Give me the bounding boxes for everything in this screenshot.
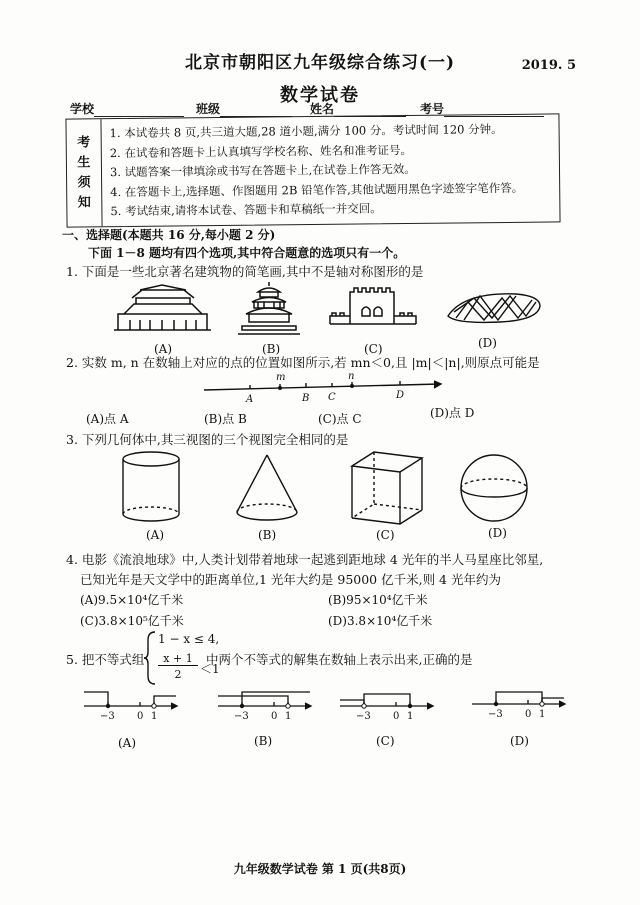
- notice-item: 3. 试题答案一律填涂或书写在答题卡上,在试卷上作答无效。: [109, 161, 416, 180]
- q5-number-line-b: [214, 686, 314, 722]
- svg-text:0: 0: [271, 711, 278, 722]
- exam-title: 北京市朝阳区九年级综合练习(一): [184, 53, 456, 73]
- q5-brace: [142, 630, 158, 686]
- q5-prefix: 5. 把不等式组: [66, 652, 145, 667]
- q2-option-b: (B)点 B: [204, 412, 247, 426]
- q4-stem-line2: 已知光年是天文学中的距离单位,1 光年大约是 95000 亿千米,则 4 光年约为: [80, 572, 501, 587]
- exam-notice-box: [65, 113, 560, 227]
- q4-stem-line1: 4. 电影《流浪地球》中,人类计划带着地球一起逃到距地球 4 光年的半人马星座比邻星,: [66, 552, 544, 567]
- svg-text:1: 1: [285, 711, 292, 722]
- sphere-drawing: [456, 450, 532, 526]
- svg-text:−3: −3: [100, 711, 115, 722]
- cone-drawing: [232, 452, 302, 524]
- q2-option-d: (D)点 D: [430, 406, 475, 420]
- q1-option-b: (B): [262, 342, 281, 356]
- school-field: [70, 100, 184, 117]
- q4-option-c: (C)3.8×10⁵亿千米: [80, 614, 184, 628]
- svg-text:0: 0: [393, 711, 400, 722]
- svg-text:1: 1: [539, 709, 546, 720]
- triangular-prism-drawing: [344, 448, 430, 526]
- svg-text:−3: −3: [488, 709, 503, 720]
- great-wall-drawing: [328, 286, 418, 330]
- q5-option-c: (C): [376, 734, 395, 748]
- q2-number-line: [200, 371, 450, 406]
- q2-option-a: (A)点 A: [86, 412, 129, 426]
- q5-option-d: (D): [510, 734, 529, 748]
- notice-label: 考 生 须 知: [66, 119, 102, 226]
- q2-label-c: C: [328, 392, 336, 403]
- cylinder-drawing: [116, 450, 186, 524]
- section-title: 一、选择题(本题共 16 分,每小题 2 分): [62, 228, 276, 242]
- svg-text:0: 0: [525, 709, 532, 720]
- q4-option-d: (D)3.8×10⁴亿千米: [328, 614, 433, 628]
- exam-number-label: 考号: [420, 102, 445, 116]
- q3-option-c: (C): [376, 528, 395, 542]
- q1-stem: 1. 下面是一些北京著名建筑物的简笔画,其中不是轴对称图形的是: [66, 264, 424, 279]
- q2-label-a: A: [246, 394, 254, 405]
- q5-option-b: (B): [254, 734, 273, 748]
- q5-fraction-relation: ＜1: [200, 662, 220, 676]
- q2-label-m: m: [276, 372, 286, 383]
- birds-nest-stadium-drawing: [444, 288, 544, 328]
- q5-fraction-denominator: 2: [174, 668, 182, 681]
- notice-item: 4. 在答题卡上,选择题、作图题用 2B 铅笔作答,其他试题用黑色字迹签字笔作答。: [110, 180, 524, 199]
- class-field: [196, 100, 292, 117]
- svg-text:0: 0: [137, 711, 144, 722]
- q5-number-line-a: [80, 686, 180, 722]
- q1-option-a: (A): [154, 342, 173, 356]
- q1-option-c: (C): [364, 342, 383, 356]
- q5-inequality-1: 1 − x ≤ 4,: [158, 632, 220, 646]
- svg-text:1: 1: [151, 711, 158, 722]
- exam-subtitle: 数学试卷: [280, 85, 360, 106]
- q4-option-b: (B)95×10⁴亿千米: [328, 593, 428, 607]
- name-label: 姓名: [310, 102, 335, 116]
- page-footer: 九年级数学试卷 第 1 页(共8页): [233, 862, 407, 876]
- q3-stem: 3. 下列几何体中,其三视图的三个视图完全相同的是: [66, 432, 349, 447]
- tiananmen-drawing: [110, 282, 215, 334]
- q2-option-c: (C)点 C: [318, 412, 362, 426]
- section-instruction: 下面 1－8 题均有四个选项,其中符合题意的选项只有一个。: [88, 246, 406, 260]
- notice-list: [101, 114, 559, 226]
- school-label: 学校: [70, 102, 95, 116]
- q1-option-d: (D): [478, 336, 497, 350]
- q3-option-a: (A): [146, 528, 165, 542]
- q5-fraction-numerator: x + 1: [158, 652, 198, 666]
- q4-option-a: (A)9.5×10⁴亿千米: [80, 593, 184, 607]
- notice-item: 1. 本试卷共 8 页,共三道大题,28 道小题,满分 100 分。考试时间 120 分钟。: [109, 122, 503, 141]
- q2-stem: 2. 实数 m, n 在数轴上对应的点的位置如图所示,若 mn＜0,且 |m|＜|n|,则原点可能是: [66, 355, 540, 370]
- svg-text:−3: −3: [356, 711, 371, 722]
- svg-text:1: 1: [407, 711, 414, 722]
- q3-option-d: (D): [488, 526, 507, 540]
- temple-of-heaven-drawing: [234, 280, 304, 338]
- notice-item: 2. 在试卷和答题卡上认真填写学校名称、姓名和准考证号。: [109, 142, 412, 160]
- notice-item: 5. 考试结束,请将本试卷、答题卡和草稿纸一并交回。: [110, 201, 382, 219]
- svg-text:−3: −3: [234, 711, 249, 722]
- q5-number-line-c: [336, 686, 436, 722]
- exam-date: 2019. 5: [521, 58, 576, 73]
- q2-label-n: n: [348, 371, 355, 382]
- q3-option-b: (B): [258, 528, 277, 542]
- q5-number-line-d: [468, 684, 568, 720]
- class-label: 班级: [196, 102, 221, 116]
- q2-label-b: B: [302, 393, 310, 404]
- q5-option-a: (A): [118, 736, 137, 750]
- q5-suffix: 中两个不等式的解集在数轴上表示出来,正确的是: [206, 652, 473, 667]
- q2-label-d: D: [396, 390, 405, 401]
